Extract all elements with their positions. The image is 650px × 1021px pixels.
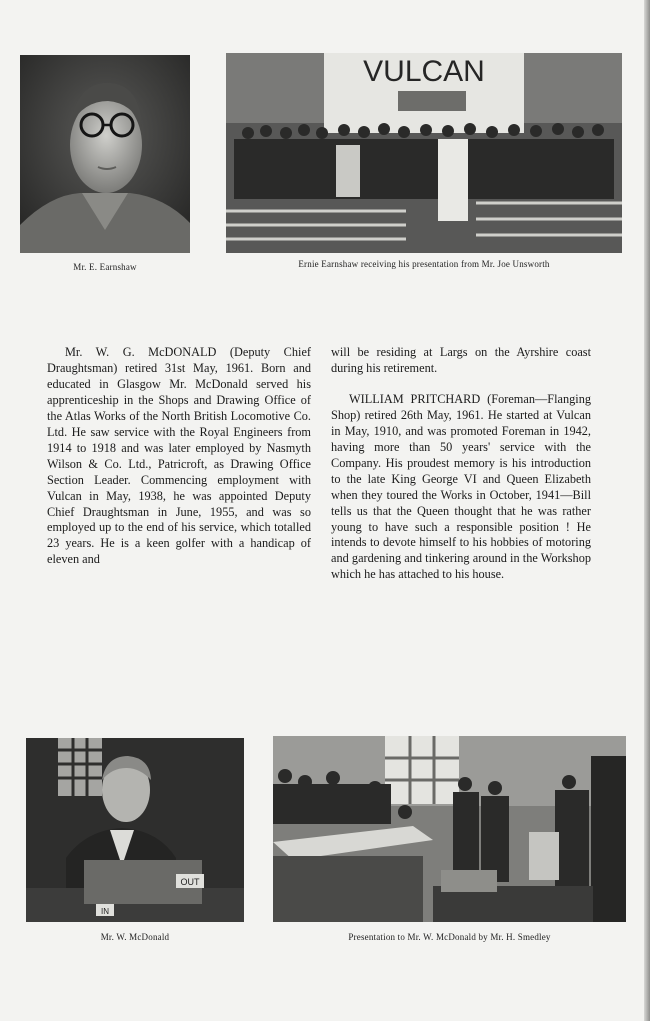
vulcan-banner: VULCAN (363, 55, 485, 88)
out-tray-label: OUT (180, 877, 200, 887)
in-tray-label: IN (101, 907, 109, 916)
photo-mcdonald-desk (26, 738, 244, 922)
page-edge (644, 0, 650, 1021)
article-column-left (47, 345, 311, 568)
photo-earnshaw-presentation (226, 53, 622, 253)
caption-earnshaw-presentation: Ernie Earnshaw receiving his presentation from Mr. Joe Unsworth (298, 259, 550, 269)
mcdonald-paragraph: Mr. W. G. McDONALD (Deputy Chief Draughtsman) retired 31st May, 1961. Born and educated in Glasgow Mr. McDonald served his apprenticeship in the Shops and Drawing Office of the Atlas Works of the North British Locomotive Co. Ltd. He saw service with the Royal Engineers from 1914 to 1918 and was later employed by Nasmyth Wilson & Co. Ltd., Patricroft, as Drawing Office Section Leader. Commencing employment with Vulcan in May, 1938, he was appointed Deputy Chief Draughtsman in June, 1955, and was so employed up to the end of his service, which totalled 23 years. He is a keen golfer with a handicap of eleven and (47, 345, 311, 567)
pritchard-paragraph: WILLIAM PRITCHARD (Foreman—Flanging Shop) retired 26th May, 1961. He started at Vulcan in May, 1910, and was promoted Foreman in 1942, having more than 50 years' service with the Company. His proudest memory is his introduction to the late King George VI and Queen Elizabeth when they toured the Works in October, 1941—Bill tells us that the Queen thought that he was rather young to have such a responsible position ! He intends to devote himself to his hobbies of motoring and gardening and tinkering around in the Workshop which he has attached to his house. (331, 391, 591, 582)
caption-mcdonald-presentation: Presentation to Mr. W. McDonald by Mr. H. Smedley (348, 932, 551, 942)
photo-earnshaw-portrait (20, 55, 190, 253)
article-column-right (331, 345, 591, 583)
mcdonald-paragraph-continued: will be residing at Largs on the Ayrshire coast during his retirement. (331, 345, 591, 375)
caption-mcdonald: Mr. W. McDonald (100, 932, 170, 942)
photo-mcdonald-presentation (273, 736, 626, 922)
caption-earnshaw: Mr. E. Earnshaw (73, 262, 137, 272)
